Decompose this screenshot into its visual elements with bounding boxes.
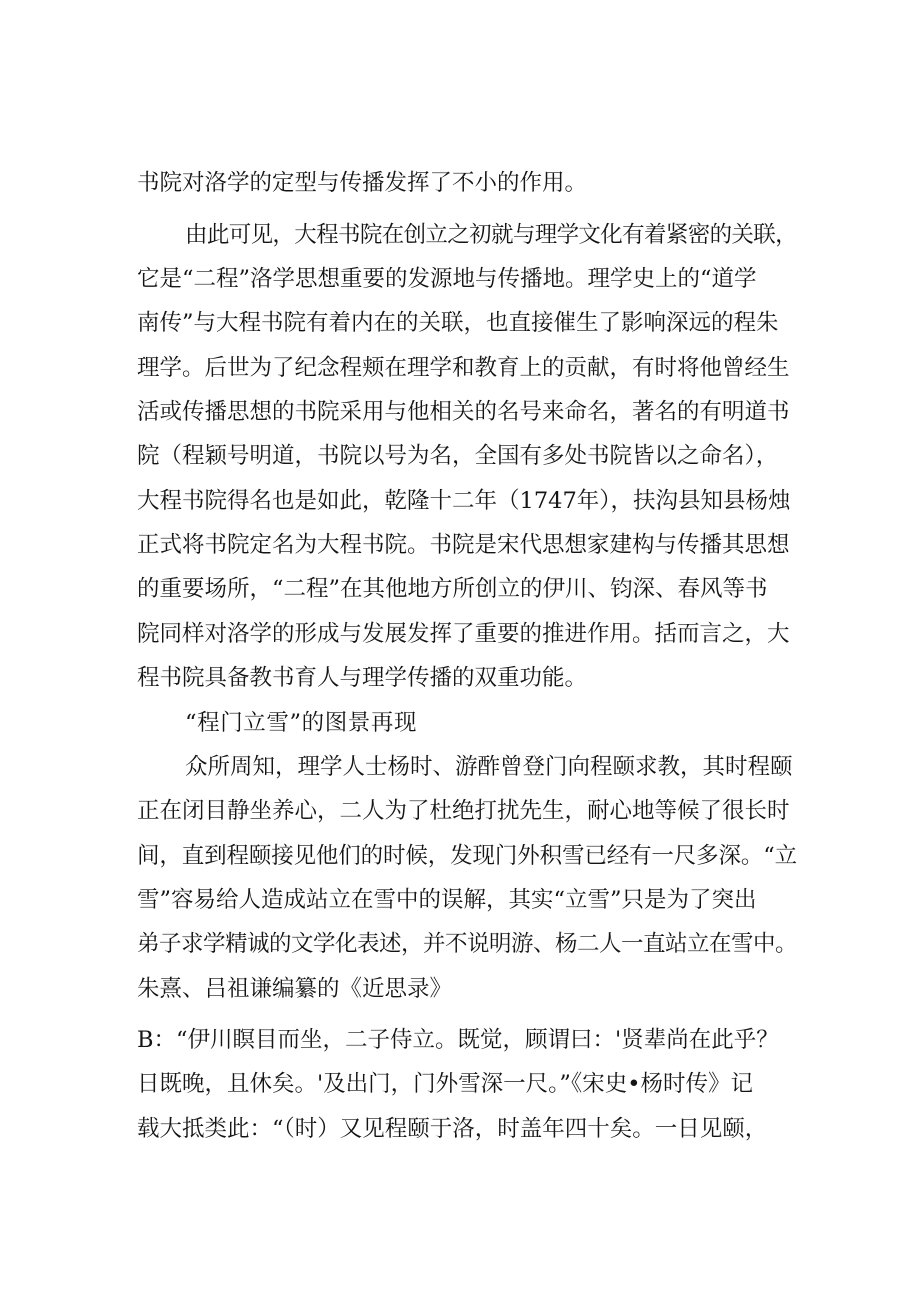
text-line: 弟子求学精诚的文学化表述，并不说明游、杨二人一直站立在雪中。 [137,931,798,957]
text-line: 大程书院得名也是如此，乾隆十二年（1747年），扶沟县知县杨烛 [137,488,791,514]
text-line: B：“伊川瞑目而坐，二子侍立。既觉，顾谓曰：'贤辈尚在此乎？ [137,1027,779,1053]
text-line: 载大抵类此：“（时）又见程颐于洛，时盖年四十矣。一日见颐， [137,1116,768,1142]
text-line: 书院对洛学的定型与传播发挥了不小的作用。 [137,170,588,196]
text-line: 活或传播思想的书院采用与他相关的名号来命名，著名的有明道书 [137,399,790,425]
text-line: 南传”与大程书院有着内在的关联，也直接催生了影响深远的程朱 [137,310,779,336]
text-line: 院（程颖号明道，书院以号为名，全国有多处书院皆以之命名）， [137,443,779,469]
text-line: 间，直到程颐接见他们的时候，发现门外积雪已经有一尺多深。“立 [137,843,798,869]
paragraph-first-line: 由此可见，大程书院在创立之初就与理学文化有着紧密的关联， [185,222,798,248]
text-line: 朱熹、吕祖谦编纂的《近思录》 [137,976,453,1002]
paragraph-first-line: 众所周知，理学人士杨时、游酢曾登门向程颐求教，其时程颐 [185,754,793,780]
text-line: 日既晚，且休矣。'及出门，门外雪深一尺。”《宋史•杨时传》记 [137,1071,753,1097]
text-line: 正式将书院定名为大程书院。书院是宋代思想家建构与传播其思想 [137,532,790,558]
text-line: 它是“二程”洛学思想重要的发源地与传播地。理学史上的“道学 [137,266,757,292]
text-line: 程书院具备教书育人与理学传播的双重功能。 [137,665,588,691]
text-line: 雪”容易给人造成站立在雪中的误解，其实“立雪”只是为了突出 [137,887,757,913]
text-line: 理学。后世为了纪念程颊在理学和教育上的贡献，有时将他曾经生 [137,355,790,381]
text-line: 正在闭目静坐养心，二人为了杜绝打扰先生，耐心地等候了很长时 [137,798,790,824]
section-heading: “程门立雪”的图景再现 [185,710,418,736]
text-line: 院同样对洛学的形成与发展发挥了重要的推进作用。括而言之，大 [137,621,790,647]
text-line: 的重要场所，“二程”在其他地方所创立的伊川、钧深、春风等书 [137,576,768,602]
